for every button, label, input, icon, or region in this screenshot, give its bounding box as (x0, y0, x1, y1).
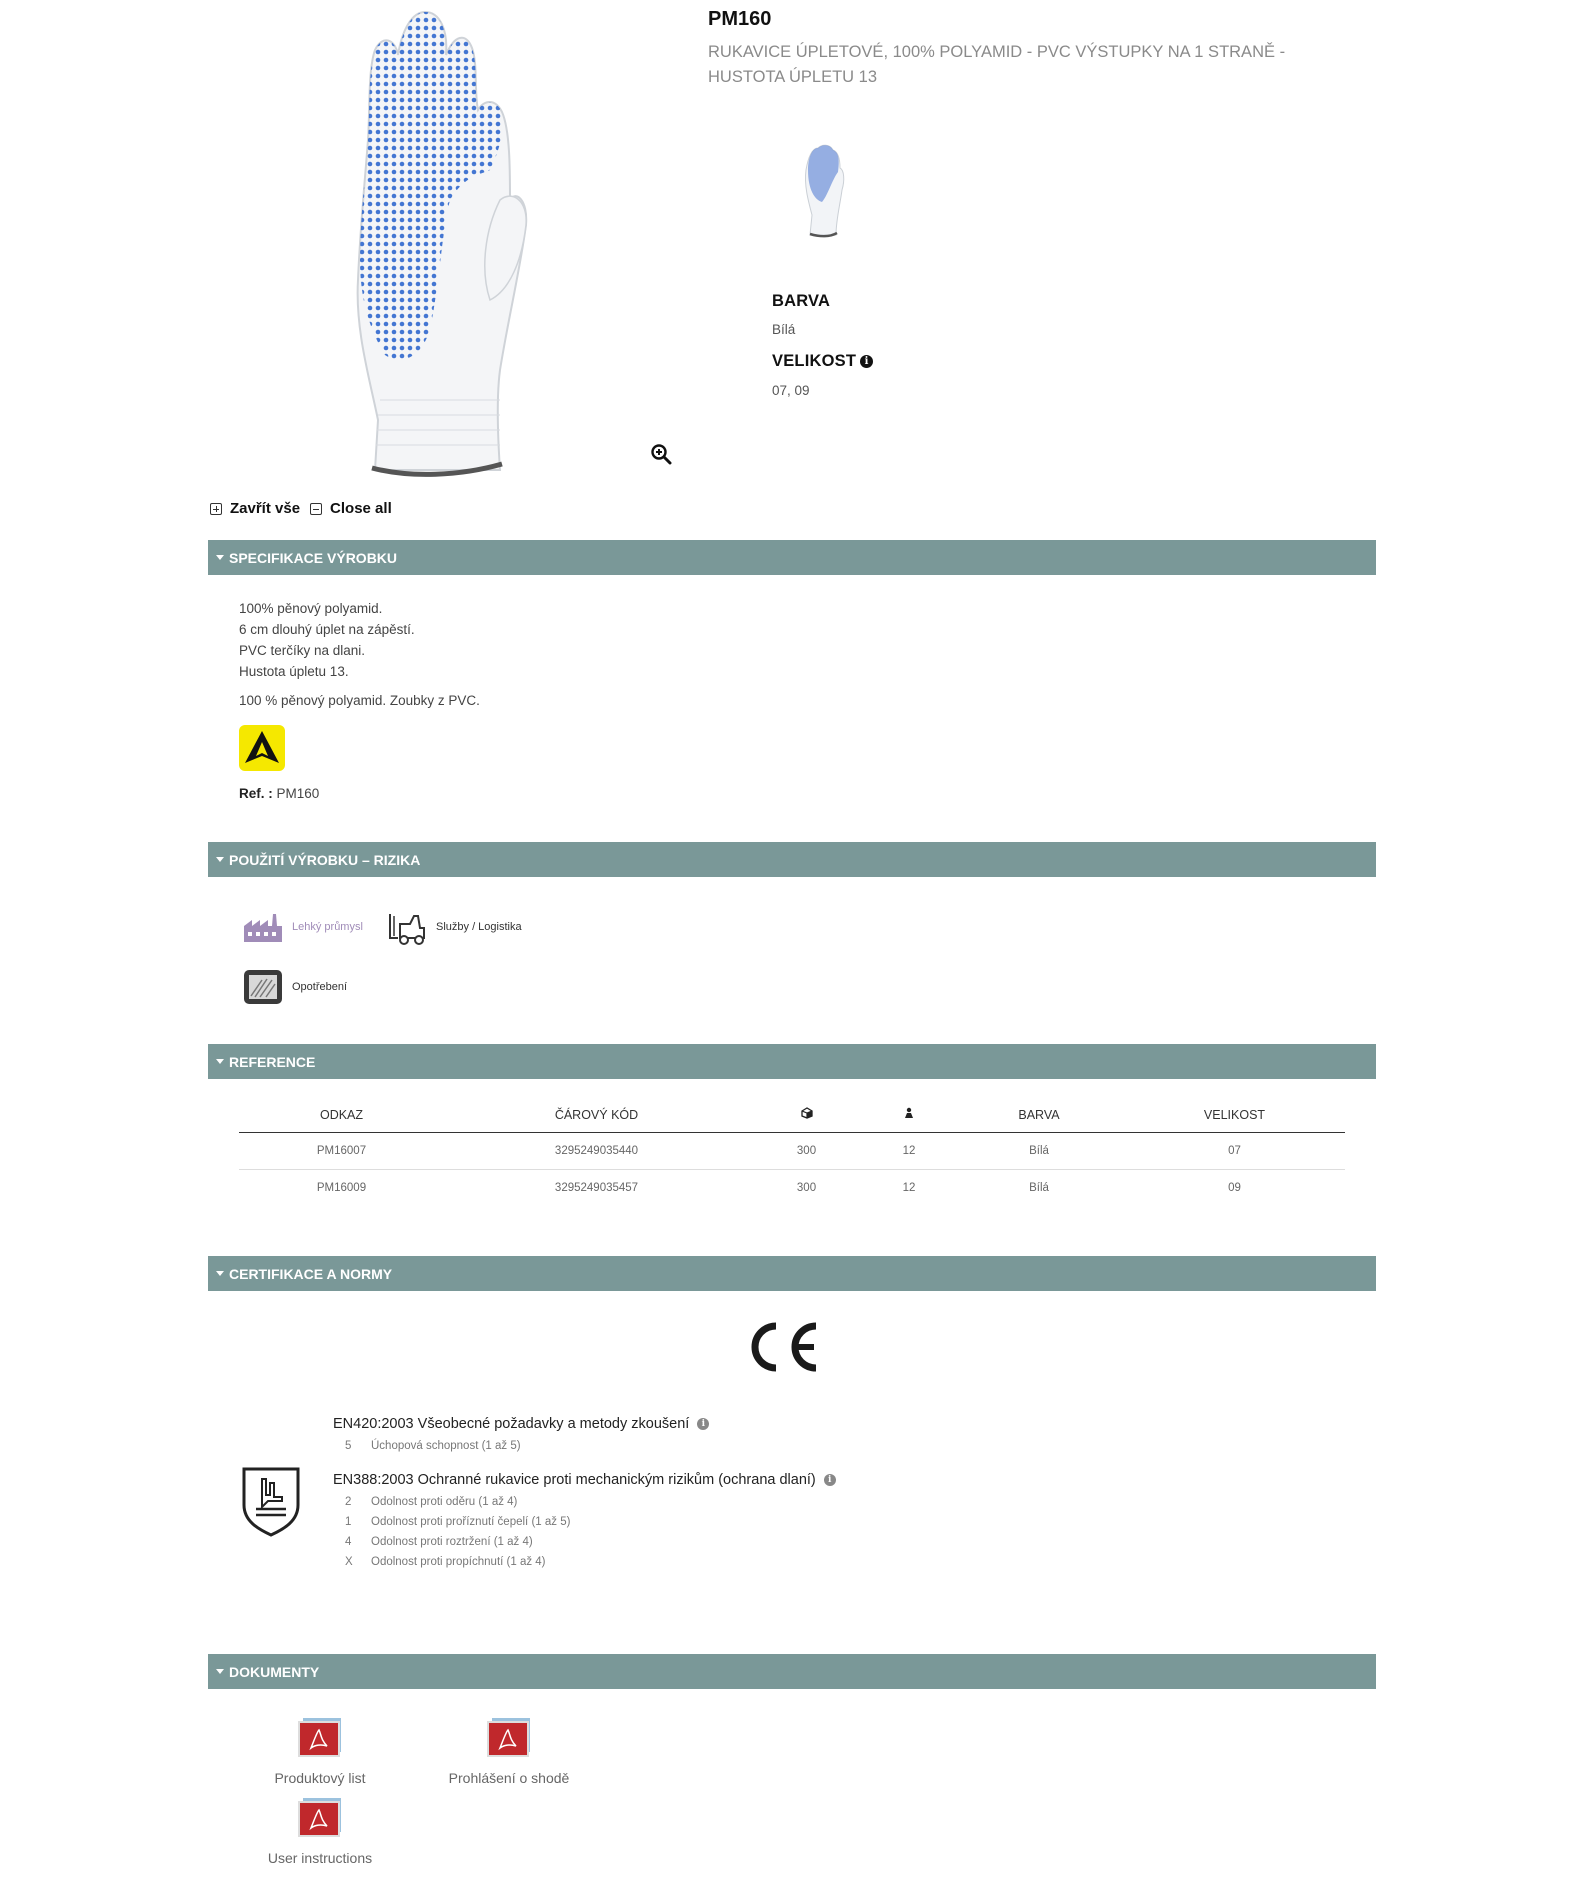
ce-mark-icon (746, 1320, 820, 1374)
wear-icon (242, 966, 284, 1008)
usage-item-logistics (386, 906, 522, 948)
norm-row (333, 1436, 709, 1456)
section-certs-title: CERTIFIKACE A NORMY (229, 1265, 393, 1282)
norm-rows (333, 1436, 709, 1456)
spec-lines (239, 598, 415, 682)
norm-desc: Odolnost proti roztržení (1 až 4) (371, 1536, 533, 1548)
spec-line: 100% pěnový polyamid. (239, 601, 383, 616)
info-icon[interactable]: i (697, 1418, 709, 1430)
section-reference-title: REFERENCE (229, 1053, 316, 1070)
size-info-icon[interactable]: i (860, 355, 873, 368)
usage-label: Opotřebení (292, 981, 348, 993)
section-usage-title: POUŽITÍ VÝROBKU – RIZIKA (229, 851, 421, 868)
col-header: BARVA (954, 1098, 1124, 1132)
col-header: ČÁROVÝ KÓD (444, 1098, 749, 1132)
pdf-icon (486, 1718, 532, 1758)
section-spec-title: SPECIFIKACE VÝROBKU (229, 549, 398, 566)
pdf-icon (297, 1798, 343, 1838)
collapse-icon (310, 503, 322, 515)
document-label: Prohlášení o shodě (448, 1770, 570, 1786)
norm-row (333, 1512, 836, 1532)
caret-down-icon (216, 1271, 224, 1276)
norm-desc: Odolnost proti propíchnutí (1 až 4) (371, 1556, 546, 1568)
section-spec-header[interactable] (208, 540, 1376, 575)
section-docs-title: DOKUMENTY (229, 1663, 320, 1680)
color-label: BARVA (772, 292, 831, 310)
usage-label: Služby / Logistika (436, 921, 522, 933)
section-docs-header[interactable] (208, 1654, 1376, 1689)
forklift-icon (386, 906, 428, 948)
ref-value: PM160 (276, 786, 320, 801)
caret-down-icon (216, 857, 224, 862)
table-cell: 300 (796, 1181, 817, 1194)
zoom-icon[interactable] (650, 443, 672, 465)
document-user-instructions[interactable] (220, 1798, 420, 1866)
product-subtitle: RUKAVICE ÚPLETOVÉ, 100% POLYAMID - PVC VÝSTUPKY NA 1 STRANĚ - HUSTOTA ÚPLETU 13 (708, 43, 1286, 86)
document-label: Produktový list (274, 1770, 366, 1786)
document-product-sheet[interactable] (220, 1718, 420, 1786)
expand-icon (210, 503, 222, 515)
person-icon (904, 1107, 914, 1119)
table-row (239, 1132, 1345, 1169)
table-header-row (239, 1098, 1345, 1132)
reference-table (239, 1098, 1345, 1206)
close-all-label: Close all (330, 500, 392, 517)
color-value: Bílá (772, 322, 796, 337)
norm-rows (333, 1492, 836, 1572)
mechanical-risk-shield-icon (240, 1465, 302, 1537)
table-cell: 300 (749, 1132, 864, 1169)
table-cell: PM16009 (316, 1181, 367, 1194)
norm-level: 1 (345, 1516, 352, 1528)
col-header: ODKAZ (239, 1098, 444, 1132)
table-cell: 12 (902, 1181, 916, 1194)
norm-level: 5 (345, 1440, 352, 1452)
table-cell: 3295249035457 (554, 1181, 639, 1194)
spec-line: PVC terčíky na dlani. (239, 643, 366, 658)
norm-desc: Úchopová schopnost (1 až 5) (371, 1440, 521, 1452)
norm-en388 (333, 1472, 836, 1572)
info-icon[interactable]: i (824, 1474, 836, 1486)
section-usage-header[interactable] (208, 842, 1376, 877)
size-label-row (772, 352, 873, 371)
caret-down-icon (216, 1059, 224, 1064)
col-header-box (749, 1098, 864, 1132)
size-value: 07, 09 (772, 383, 810, 398)
norm-title-row (333, 1416, 709, 1432)
norm-row (333, 1492, 836, 1512)
spec-line: Hustota úpletu 13. (239, 664, 349, 679)
spec-extra: 100 % pěnový polyamid. Zoubky z PVC. (239, 693, 480, 708)
table-cell: 07 (1124, 1132, 1345, 1169)
section-reference-header[interactable] (208, 1044, 1376, 1079)
table-cell: 12 (864, 1132, 954, 1169)
box-icon (801, 1107, 813, 1119)
toggle-row (210, 500, 402, 517)
norm-row (333, 1552, 836, 1572)
caret-down-icon (216, 1669, 224, 1674)
norm-title: EN388:2003 Ochranné rukavice proti mechanickým rizikům (ochrana dlaní) (333, 1472, 816, 1488)
table-cell: Bílá (954, 1132, 1124, 1169)
document-label: User instructions (267, 1850, 373, 1866)
norm-level: 2 (345, 1496, 352, 1508)
usage-item-light-industry (242, 906, 363, 948)
section-certs-header[interactable] (208, 1256, 1376, 1291)
table-cell: 09 (1228, 1181, 1241, 1194)
norm-en420 (333, 1416, 709, 1456)
product-main-image[interactable] (350, 0, 540, 480)
norm-desc: Odolnost proti proříznutí čepelí (1 až 5) (371, 1516, 571, 1528)
delta-plus-logo-icon (239, 725, 285, 771)
spec-line: 6 cm dlouhý úplet na zápěstí. (239, 622, 415, 637)
table-cell: PM16007 (239, 1132, 444, 1169)
table-row (239, 1169, 1345, 1206)
usage-label: Lehký průmysl (292, 921, 363, 933)
open-all-toggle[interactable] (210, 500, 300, 517)
ref-label: Ref. : (239, 786, 273, 801)
col-header-person (864, 1098, 954, 1132)
open-all-label: Zavřít vše (230, 500, 301, 517)
document-declaration[interactable] (409, 1718, 609, 1786)
caret-down-icon (216, 555, 224, 560)
norm-level: X (345, 1556, 353, 1568)
product-title: PM160 (708, 8, 772, 30)
factory-icon (242, 906, 284, 948)
ref-line (239, 786, 319, 801)
pdf-icon (297, 1718, 343, 1758)
norm-desc: Odolnost proti oděru (1 až 4) (371, 1496, 518, 1508)
col-header: VELIKOST (1124, 1098, 1345, 1132)
norm-row (333, 1532, 836, 1552)
norm-title: EN420:2003 Všeobecné požadavky a metody zkoušení (333, 1416, 690, 1432)
size-label: VELIKOST (772, 352, 857, 370)
table-cell: Bílá (1029, 1181, 1049, 1194)
close-all-toggle[interactable] (310, 500, 392, 517)
norm-title-row (333, 1472, 836, 1488)
norm-level: 4 (345, 1536, 352, 1548)
table-cell: 3295249035440 (444, 1132, 749, 1169)
product-thumbnail[interactable] (800, 140, 845, 240)
usage-item-wear (242, 966, 347, 1008)
